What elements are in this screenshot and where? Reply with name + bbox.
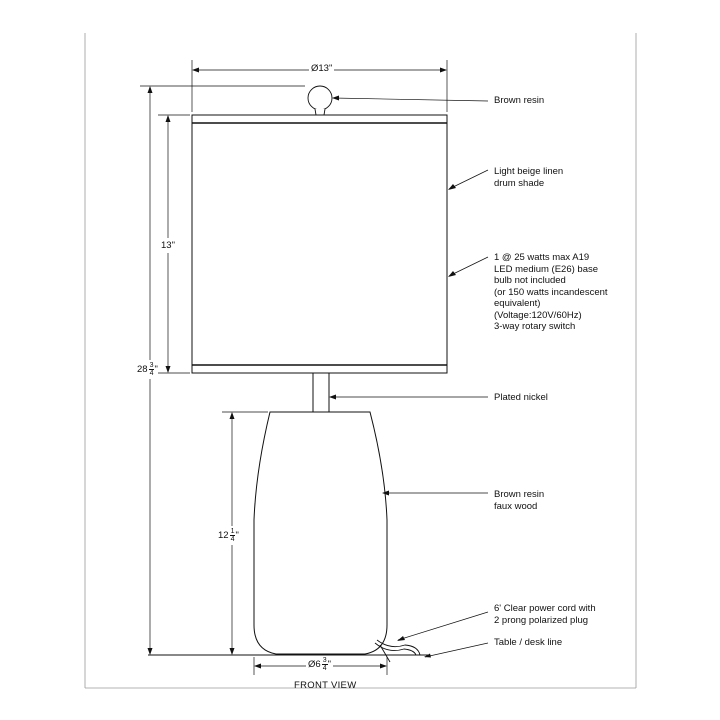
base-diameter-numerator: 3 — [322, 657, 327, 664]
view-label: FRONT VIEW — [294, 680, 357, 691]
overall-height-dimension — [137, 360, 158, 379]
base-height-unit: " — [235, 530, 239, 542]
finial — [308, 86, 332, 115]
overall-height-unit: " — [154, 364, 158, 376]
overall-height-denominator: 4 — [149, 370, 154, 377]
shade-callout: Light beige linen drum shade — [494, 166, 564, 189]
power-cord — [375, 640, 420, 662]
overall-height-whole: 28 — [137, 364, 148, 376]
base-diameter-dimension — [306, 657, 333, 672]
neck — [313, 373, 329, 412]
base-height-denominator: 4 — [230, 536, 235, 543]
body-callout: Brown resin faux wood — [494, 489, 545, 512]
finial-callout: Brown resin — [494, 95, 545, 106]
drum-shade — [192, 115, 447, 373]
base-diameter-denominator: 4 — [322, 665, 327, 672]
lamp-body — [254, 412, 387, 654]
bulb-callout: 1 @ 25 watts max A19 LED medium (E26) base bulb not included (or 150 watts incandescent equivalent) (Voltage:120V/60Hz) 3-way rotary switch — [494, 252, 608, 332]
overall-height-numerator: 3 — [149, 362, 154, 369]
base-diameter-unit: " — [327, 659, 331, 671]
neck-callout: Plated nickel — [494, 392, 548, 403]
shade-height-dimension: 13" — [161, 240, 175, 251]
base-height-whole: 12 — [218, 530, 229, 542]
table-callout: Table / desk line — [494, 637, 563, 648]
base-height-dimension — [218, 526, 239, 545]
base-diameter-whole: Ø6 — [308, 659, 321, 671]
base-height-numerator: 1 — [230, 528, 235, 535]
shade-diameter-dimension: Ø13" — [311, 63, 333, 74]
cord-callout: 6' Clear power cord with 2 prong polarized plug — [494, 603, 596, 626]
